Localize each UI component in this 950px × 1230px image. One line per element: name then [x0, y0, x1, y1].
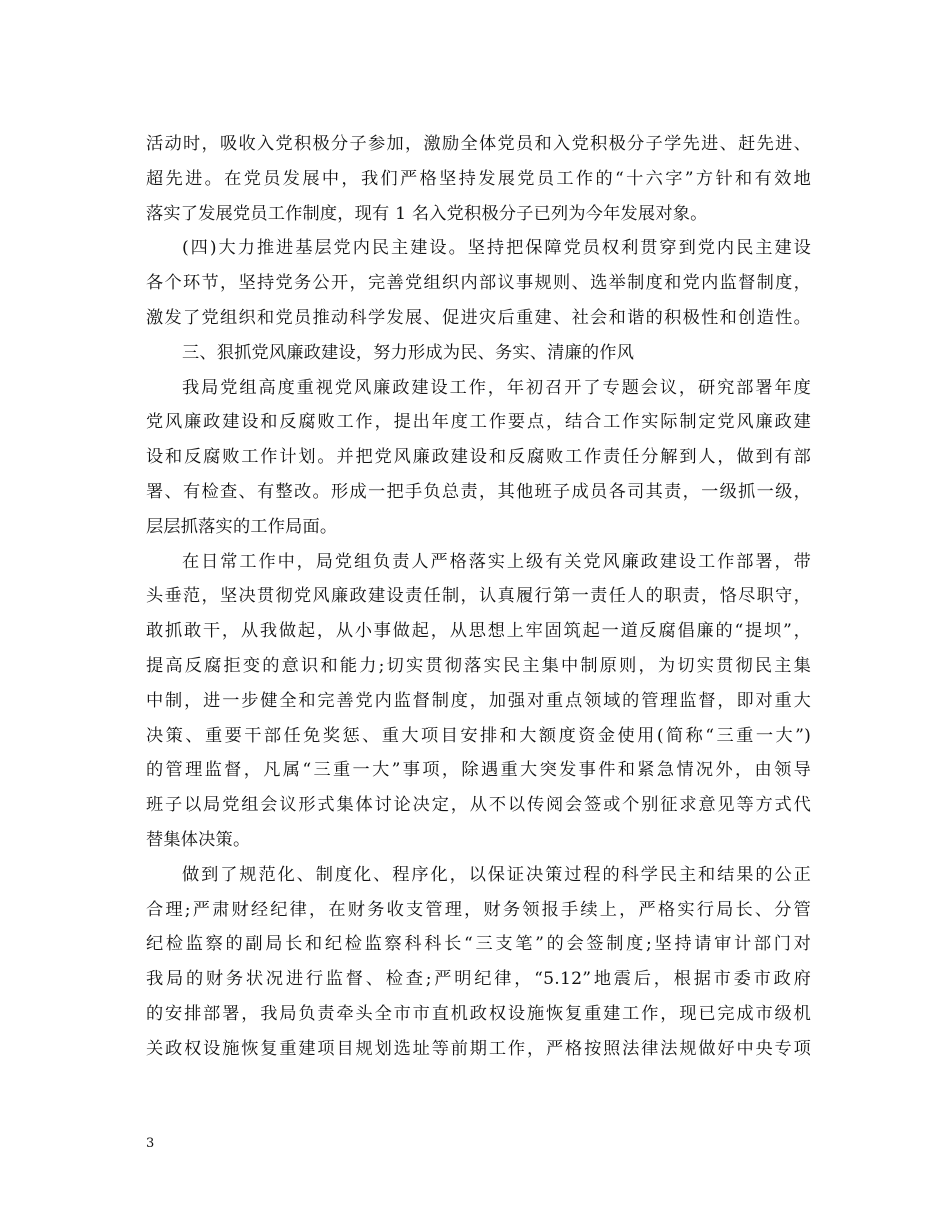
text-line: 班子以局党组会议形式集体讨论决定，从不以传阅会签或个别征求意见等方式代 — [146, 795, 811, 816]
text-line: 激发了党组织和党员推动科学发展、促进灾后重建、社会和谐的积极性和创造性。 — [146, 307, 811, 328]
text-line: 活动时，吸收入党积极分子参加，激励全体党员和入党积极分子学先进、赶先进、 — [146, 134, 811, 154]
text-line: 我局的财务状况进行监督、检查;严明纪律，“5.12”地震后，根据市委市政府 — [146, 969, 811, 990]
paragraph-heading: (四)大力推进基层党内民主建设。坚持把保障党员权利贯穿到党内民主建设 — [182, 238, 811, 259]
text-line: 的安排部署，我局负责牵头全市市直机政权设施恢复重建工作，现已完成市级机 — [146, 1003, 811, 1024]
text-line: 各个环节，坚持党务公开，完善党组织内部议事规则、选举制度和党内监督制度， — [146, 273, 811, 294]
section-heading: 三、狠抓党风廉政建设，努力形成为民、务实、清廉的作风 — [182, 342, 635, 363]
page-number: 3 — [146, 1136, 155, 1151]
text-line: 层层抓落实的工作局面。 — [146, 516, 338, 537]
text-line: 纪检监察的副局长和纪检监察科科长“三支笔”的会签制度;坚持请审计部门对 — [146, 934, 811, 955]
text-line: 党风廉政建设和反腐败工作，提出年度工作要点，结合工作实际制定党风廉政建 — [146, 412, 811, 433]
text-line: 设和反腐败工作计划。并把党风廉政建设和反腐败工作责任分解到人，做到有部 — [146, 447, 811, 468]
text-line: 替集体决策。 — [146, 829, 251, 850]
text-line: 落实了发展党员工作制度，现有 1 名入党积极分子已列为今年发展对象。 — [146, 203, 708, 224]
text-line: 决策、重要干部任免奖惩、重大项目安排和大额度资金使用(简称“三重一大”) — [146, 725, 811, 746]
text-line: 我局党组高度重视党风廉政建设工作，年初召开了专题会议，研究部署年度 — [182, 377, 811, 398]
text-line: 提高反腐拒变的意识和能力;切实贯彻落实民主集中制原则，为切实贯彻民主集 — [146, 655, 811, 676]
text-line: 的管理监督，凡属“三重一大”事项，除遇重大突发事件和紧急情况外，由领导 — [146, 760, 811, 781]
text-line: 做到了规范化、制度化、程序化，以保证决策过程的科学民主和结果的公正 — [182, 864, 811, 885]
text-line: 超先进。在党员发展中，我们严格坚持发展党员工作的“十六字”方针和有效地 — [146, 168, 811, 189]
text-line: 中制，进一步健全和完善党内监督制度，加强对重点领域的管理监督，即对重大 — [146, 690, 811, 711]
body-text — [146, 127, 811, 1067]
text-line: 署、有检查、有整改。形成一把手负总责，其他班子成员各司其责，一级抓一级， — [146, 481, 811, 502]
text-line: 关政权设施恢复重建项目规划选址等前期工作，严格按照法律法规做好中央专项 — [146, 1038, 811, 1059]
text-line: 在日常工作中，局党组负责人严格落实上级有关党风廉政建设工作部署，带 — [182, 551, 811, 572]
text-line: 头垂范，坚决贯彻党风廉政建设责任制，认真履行第一责任人的职责，恪尽职守， — [146, 586, 811, 607]
text-line: 敢抓敢干，从我做起，从小事做起，从思想上牢固筑起一道反腐倡廉的“提坝”， — [146, 621, 811, 642]
text-line: 合理;严肃财经纪律，在财务收支管理，财务领报手续上，严格实行局长、分管 — [146, 899, 811, 920]
